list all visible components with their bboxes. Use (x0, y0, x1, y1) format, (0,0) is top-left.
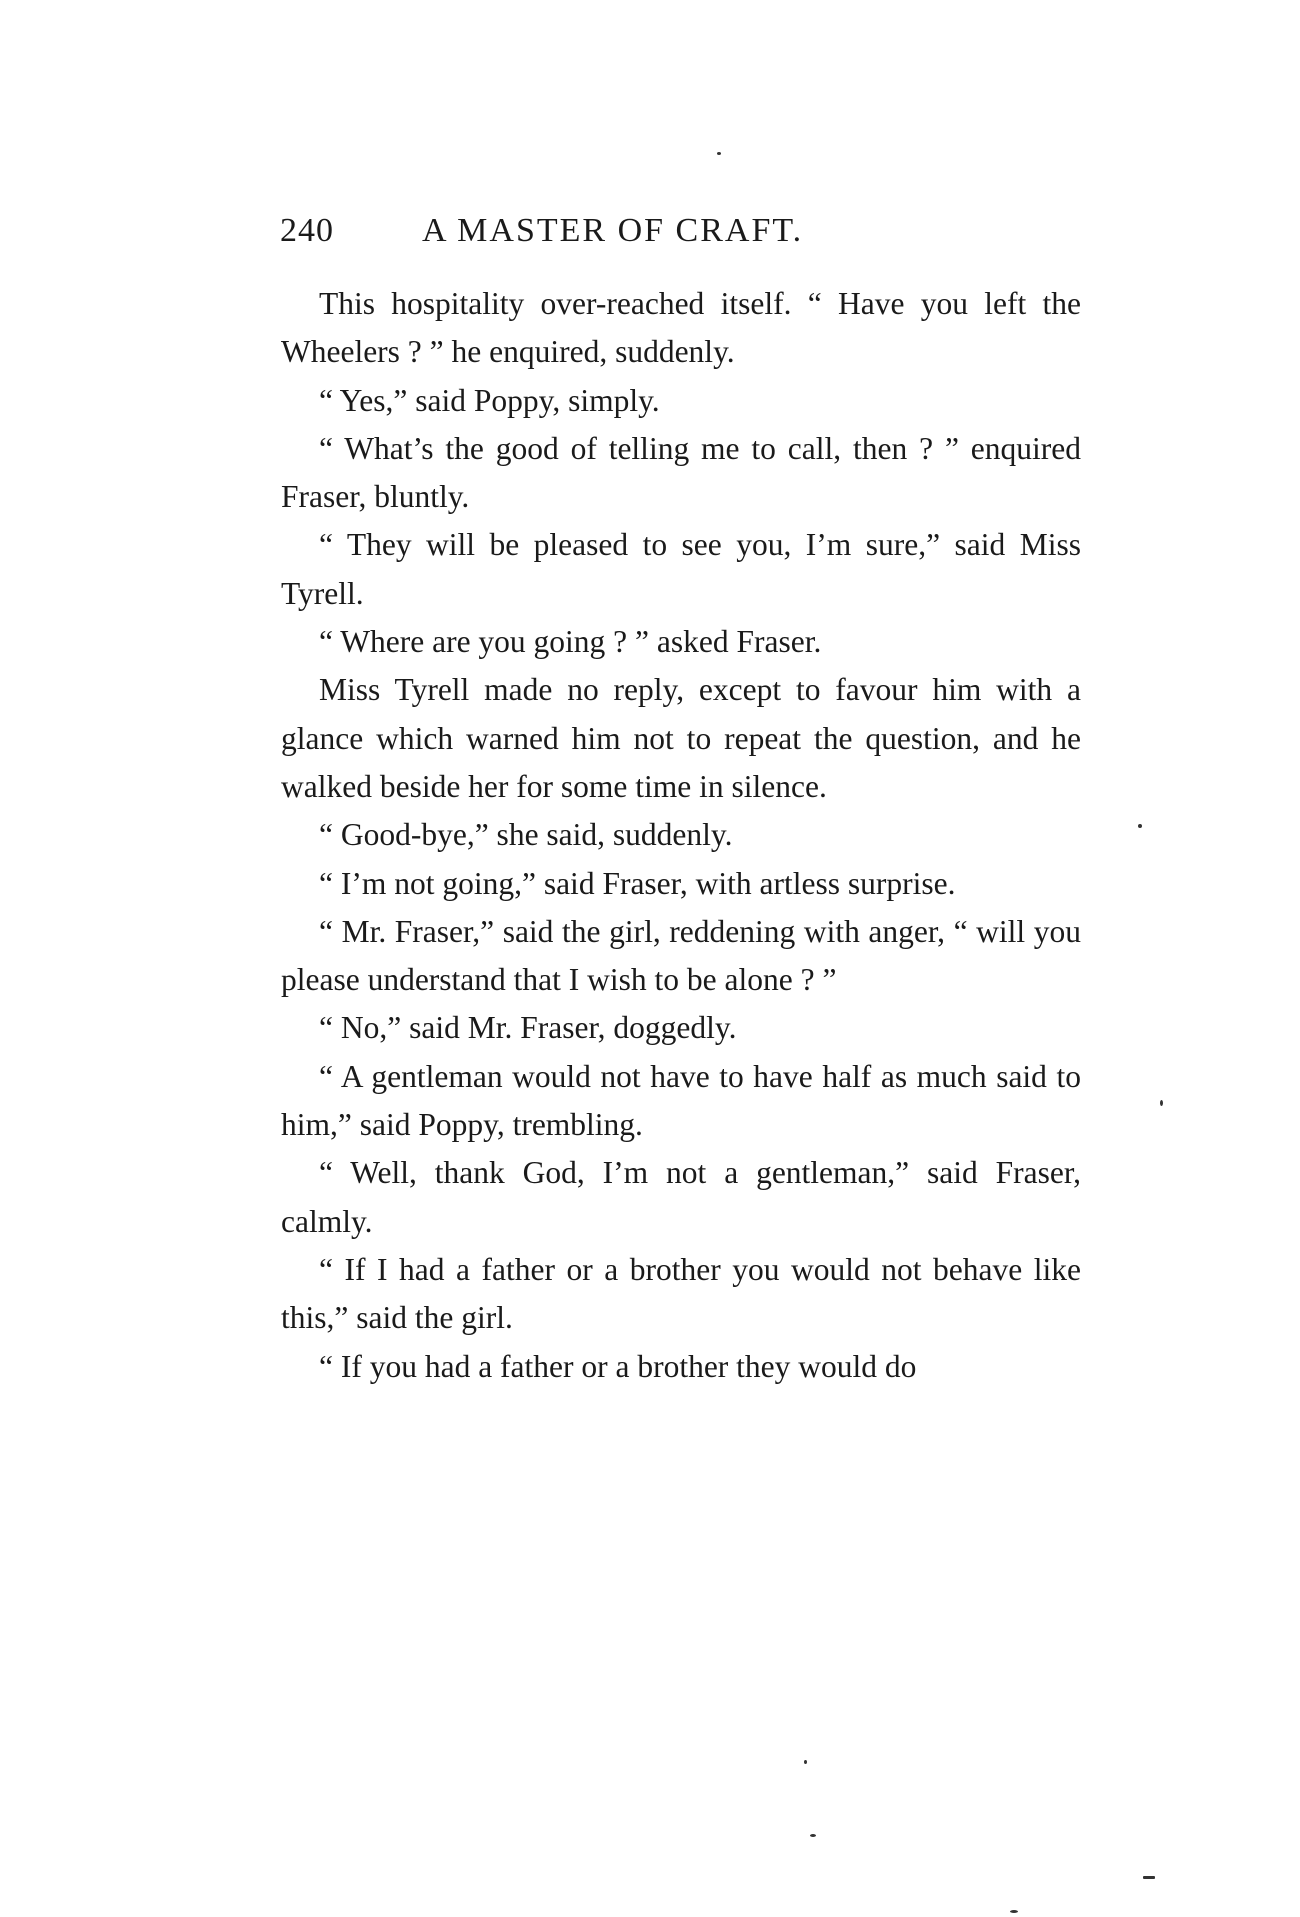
body-text (281, 280, 1081, 1391)
paragraph: “ A gentleman would not have to have half as much said to him,” said Poppy, trembling. (281, 1058, 1081, 1143)
paragraph: “ Well, thank God, I’m not a gentleman,” said Fraser, calmly. (281, 1155, 1081, 1239)
paragraph: “ Yes,” said Poppy, simply. (319, 382, 660, 418)
paragraph: “ Where are you going ? ” asked Fraser. (319, 624, 822, 660)
paragraph: “ What’s the good of telling me to call, then ? ” enquired Fraser, bluntly. (281, 430, 1081, 515)
paragraph: “ If I had a father or a brother you would not behave like this,” said the girl. (281, 1251, 1081, 1336)
scan-speck (804, 1760, 807, 1764)
scan-speck (717, 152, 721, 155)
scan-speck (810, 1834, 816, 1837)
paragraph: “ Mr. Fraser,” said the girl, reddening with anger, “ will you please understand that I wish to be alone ? ” (281, 913, 1081, 998)
paragraph: This hospitality over-reached itself. “ Have you left the Wheelers ? ” he enquired, suddenly. (281, 286, 1081, 370)
paragraph: “ No,” said Mr. Fraser, doggedly. (319, 1010, 737, 1046)
paragraph: “ If you had a father or a brother they would do (319, 1348, 917, 1384)
scan-speck (1143, 1876, 1155, 1879)
scan-speck (1160, 1100, 1163, 1106)
paragraph: Miss Tyrell made no reply, except to favour him with a glance which warned him not to repeat the question, and he walked beside her for some time in silence. (281, 672, 1081, 804)
page-number: 240 (280, 212, 334, 249)
page-header (280, 212, 1120, 262)
paragraph: “ Good-bye,” she said, suddenly. (319, 817, 733, 853)
running-title: A MASTER OF CRAFT. (422, 212, 804, 249)
scan-speck (1138, 824, 1142, 828)
paragraph: “ They will be pleased to see you, I’m sure,” said Miss Tyrell. (281, 527, 1081, 611)
paragraph: “ I’m not going,” said Fraser, with artless surprise. (319, 865, 956, 901)
scan-speck (1010, 1910, 1018, 1913)
